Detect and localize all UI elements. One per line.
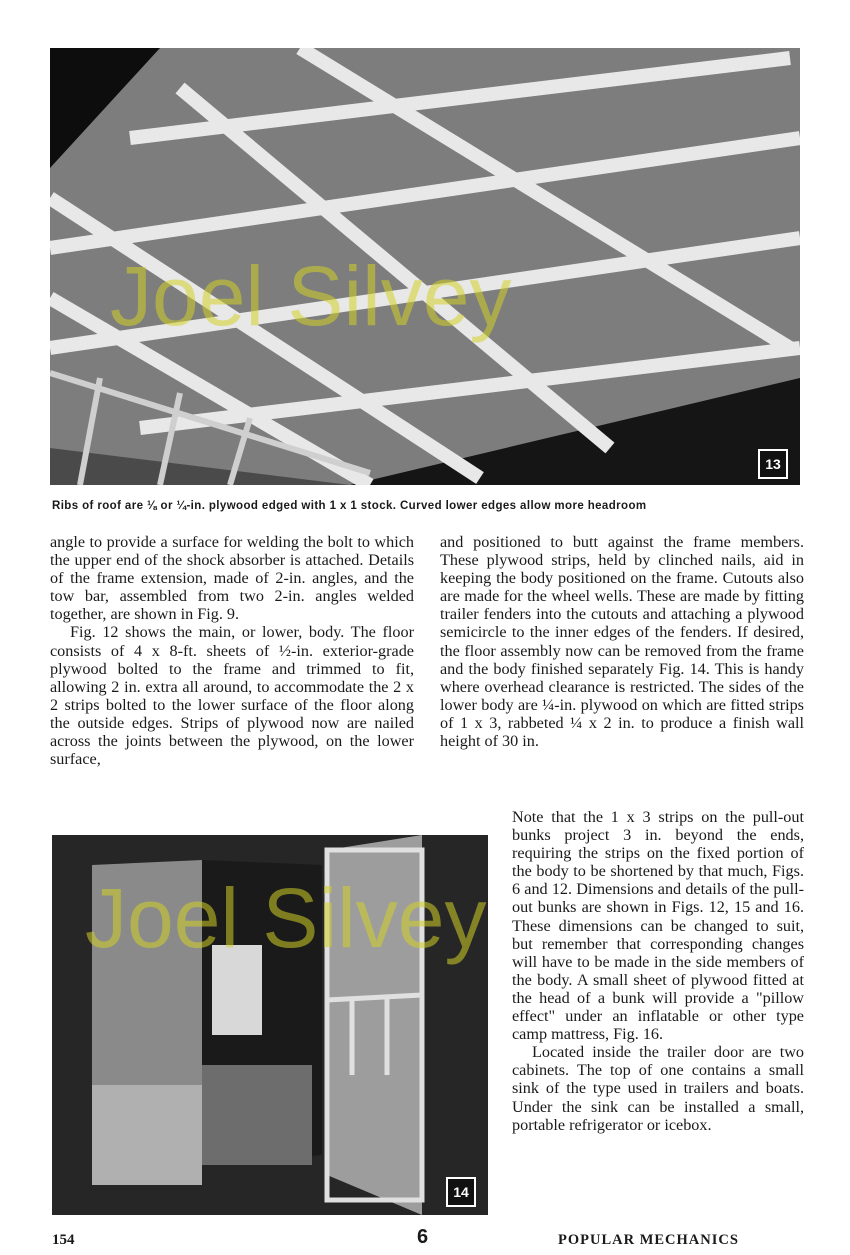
publication-name: POPULAR MECHANICS <box>558 1232 739 1248</box>
figure-14-number: 14 <box>446 1177 476 1207</box>
paragraph: Located inside the trailer door are two cabinets. The top of one contains a small sink of the type used in trailers and boats. Under the sink can be installed a small, portable refrigerator or icebox. <box>512 1043 804 1134</box>
text-column-right-top <box>440 533 804 750</box>
watermark: Joel Silvey <box>85 871 487 965</box>
paragraph: Note that the 1 x 3 strips on the pull-out bunks project 3 in. beyond the ends, requiring the strips on the fixed portion of the body to be shortened by that much, Figs. 6 and 12. Dimensions and details of the pull-out bunks are shown in Figs. 12, 15 and 16. These dimensions can be changed to suit, but remember that corresponding changes will have to be made in the side members of the body. A small sheet of plywood fitted at the head of a bunk will provide a "pillow effect" under an inflatable or other type camp mattress, Fig. 16. <box>512 808 804 1044</box>
paragraph: Fig. 12 shows the main, or lower, body. The floor consists of 4 x 8-ft. sheets of ½-in. exterior-grade plywood bolted to the frame and trimmed to fit, allowing 2 in. extra all around, to accommodate the 2 x 2 strips bolted to the lower surface of the floor along the outside edges. Strips of plywood now are nailed across the joints between the plywood, on the lower surface, <box>50 623 414 769</box>
figure-13-number: 13 <box>758 449 788 479</box>
text-column-left <box>50 533 414 768</box>
roof-ribs-photo <box>50 48 800 485</box>
paragraph: and positioned to butt against the frame members. These plywood strips, held by clinched nails, aid in keeping the body positioned on the frame. Cutouts also are made for the wheel wells. These are made by fitting trailer fenders into the cutouts and attaching a plywood semicircle to the inner edges of the fenders. If desired, the floor assembly now can be removed from the frame and the body finished separately Fig. 14. This is handy where overhead clearance is restricted. The sides of the lower body are ¼-in. plywood on which are fitted strips of 1 x 3, rabbeted ¼ x 2 in. to produce a finish wall height of 30 in. <box>440 533 804 751</box>
text-column-right-bottom <box>512 808 804 1134</box>
scan-page-mark: 6 <box>417 1226 429 1248</box>
page-number: 154 <box>52 1232 75 1248</box>
watermark: Joel Silvey <box>110 249 512 343</box>
figure-13-caption: Ribs of roof are ⅛ or ¼-in. plywood edged with 1 x 1 stock. Curved lower edges allow more headroom <box>52 500 647 512</box>
roof-ribs-illustration <box>50 48 800 485</box>
trailer-body-illustration <box>52 835 488 1215</box>
trailer-body-photo <box>52 835 488 1215</box>
paragraph: angle to provide a surface for welding the bolt to which the upper end of the shock absorber is attached. Details of the frame extension, made of 2-in. angles, and the tow bar, assembled from two 2-in. angles welded together, are shown in Fig. 9. <box>50 533 414 624</box>
